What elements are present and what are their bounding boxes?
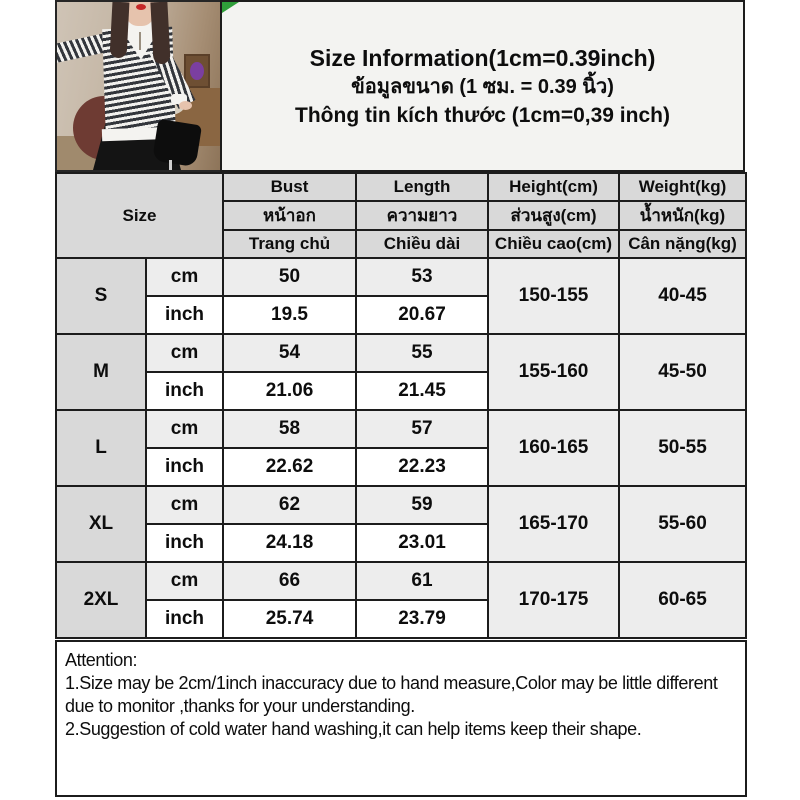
value-cell: 66: [223, 562, 356, 600]
value-cell: 54: [223, 334, 356, 372]
handbag-chain: [169, 160, 172, 172]
unit-cell: cm: [146, 258, 223, 296]
height-range-cell: 155-160: [488, 334, 619, 410]
model-right-hand: [179, 101, 192, 110]
photo-frame-art: [190, 62, 204, 80]
value-cell: 21.06: [223, 372, 356, 410]
weight-range-cell: 45-50: [619, 334, 746, 410]
model-hair-left: [110, 2, 130, 59]
value-cell: 55: [356, 334, 488, 372]
header-length-vi: Chiều dài: [356, 230, 488, 258]
model-hair-right: [150, 2, 170, 65]
height-range-cell: 170-175: [488, 562, 619, 638]
unit-cell: inch: [146, 372, 223, 410]
title-vietnamese: Thông tin kích thước (1cm=0,39 inch): [295, 103, 670, 127]
unit-cell: cm: [146, 334, 223, 372]
value-cell: 22.23: [356, 448, 488, 486]
product-photo: [55, 0, 222, 172]
header-bust-en: Bust: [223, 173, 356, 201]
weight-range-cell: 40-45: [619, 258, 746, 334]
value-cell: 61: [356, 562, 488, 600]
unit-cell: inch: [146, 296, 223, 334]
header-length-th: ความยาว: [356, 201, 488, 230]
model-zipper: [139, 32, 141, 50]
value-cell: 19.5: [223, 296, 356, 334]
value-cell: 53: [356, 258, 488, 296]
header-weight-vi: Cân nặng(kg): [619, 230, 746, 258]
size-label-m: M: [56, 334, 146, 410]
size-label-s: S: [56, 258, 146, 334]
weight-range-cell: 60-65: [619, 562, 746, 638]
size-label-l: L: [56, 410, 146, 486]
model-handbag: [152, 119, 202, 167]
header-height-th: ส่วนสูง(cm): [488, 201, 619, 230]
size-label-2xl: 2XL: [56, 562, 146, 638]
unit-cell: cm: [146, 486, 223, 524]
height-range-cell: 160-165: [488, 410, 619, 486]
header-height-vi: Chiều cao(cm): [488, 230, 619, 258]
size-table: [55, 172, 747, 639]
value-cell: 23.01: [356, 524, 488, 562]
value-cell: 57: [356, 410, 488, 448]
size-label-xl: XL: [56, 486, 146, 562]
unit-cell: inch: [146, 524, 223, 562]
header-height-en: Height(cm): [488, 173, 619, 201]
value-cell: 59: [356, 486, 488, 524]
value-cell: 22.62: [223, 448, 356, 486]
header-weight-th: น้ำหนัก(kg): [619, 201, 746, 230]
attention-line-1: 1.Size may be 2cm/1inch inaccuracy due to hand measure,Color may be little different due to monitor ,thanks for your understanding.: [65, 673, 718, 716]
value-cell: 58: [223, 410, 356, 448]
model-lips: [136, 4, 146, 10]
title-box: [220, 0, 745, 172]
header-length-en: Length: [356, 173, 488, 201]
title-thai: ข้อมูลขนาด (1 ซม. = 0.39 นิ้ว): [351, 75, 614, 98]
size-column-title: Size: [56, 173, 223, 258]
unit-cell: inch: [146, 600, 223, 638]
unit-cell: cm: [146, 410, 223, 448]
header-weight-en: Weight(kg): [619, 173, 746, 201]
weight-range-cell: 50-55: [619, 410, 746, 486]
header-bust-vi: Trang chủ: [223, 230, 356, 258]
value-cell: 25.74: [223, 600, 356, 638]
unit-cell: inch: [146, 448, 223, 486]
attention-line-2: 2.Suggestion of cold water hand washing,it can help items keep their shape.: [65, 719, 642, 739]
green-corner-icon: [222, 2, 239, 13]
height-range-cell: 150-155: [488, 258, 619, 334]
title-english: Size Information(1cm=0.39inch): [309, 44, 656, 71]
weight-range-cell: 55-60: [619, 486, 746, 562]
value-cell: 62: [223, 486, 356, 524]
attention-heading: Attention:: [65, 650, 138, 670]
attention-box: [55, 640, 747, 797]
height-range-cell: 165-170: [488, 486, 619, 562]
unit-cell: cm: [146, 562, 223, 600]
value-cell: 21.45: [356, 372, 488, 410]
header-bust-th: หน้าอก: [223, 201, 356, 230]
value-cell: 20.67: [356, 296, 488, 334]
value-cell: 24.18: [223, 524, 356, 562]
value-cell: 23.79: [356, 600, 488, 638]
value-cell: 50: [223, 258, 356, 296]
